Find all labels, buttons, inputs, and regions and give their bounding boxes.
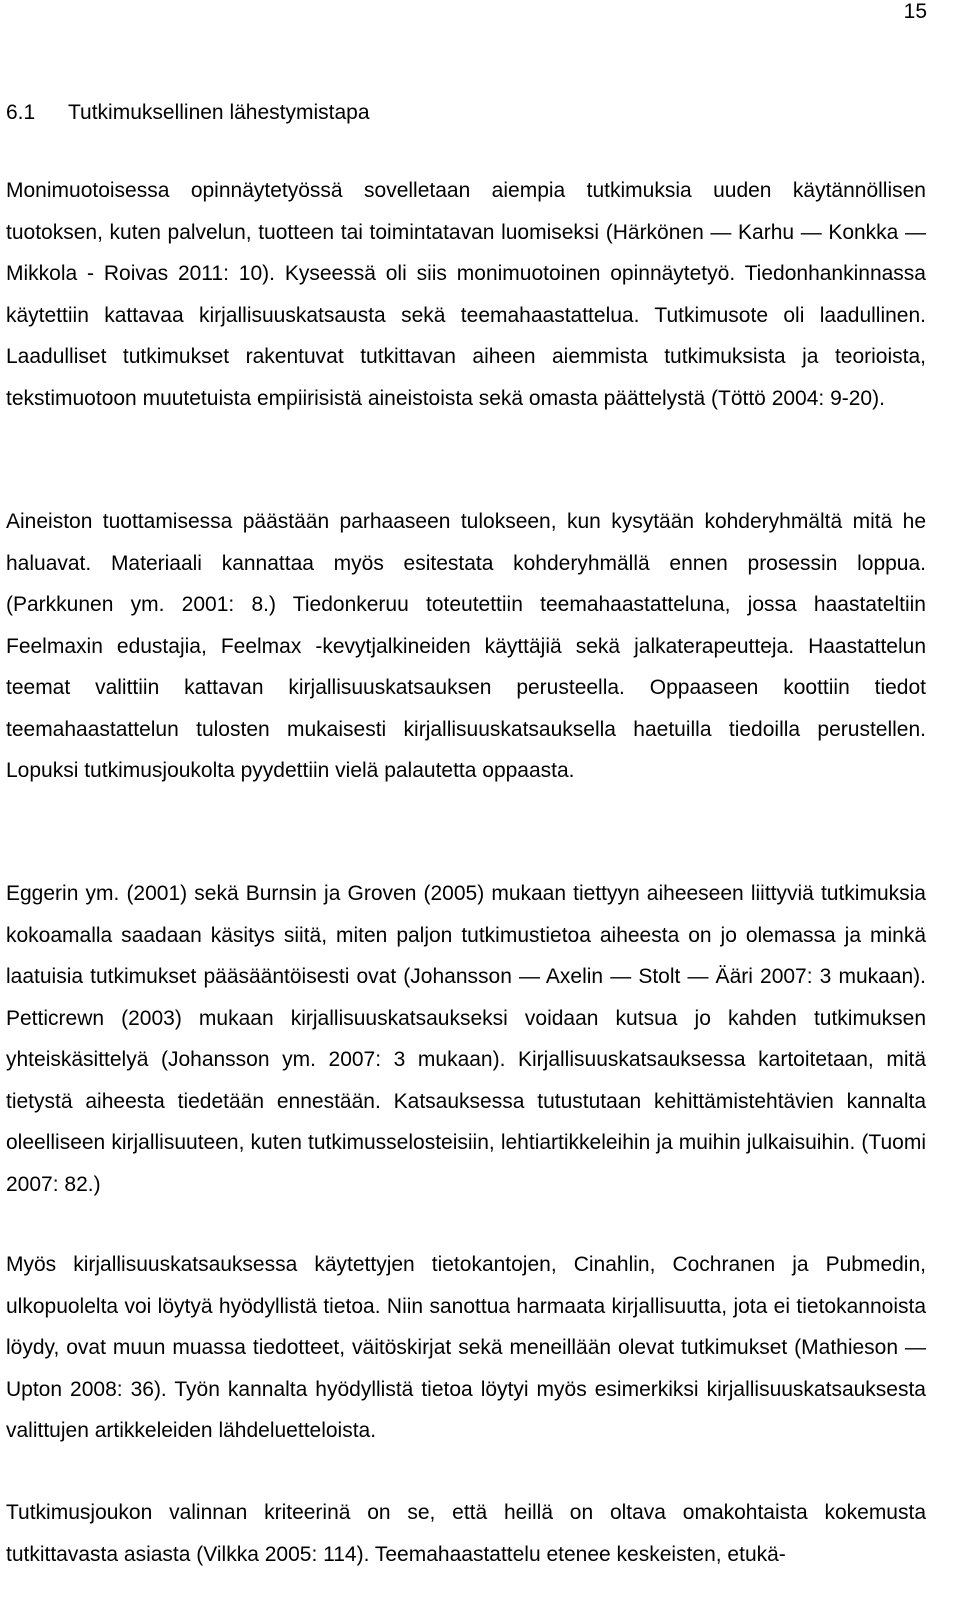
body-paragraph: Eggerin ym. (2001) sekä Burnsin ja Groven (2005) mukaan tiettyyn aiheeseen liittyviä tutkimuksia kokoamalla saadaan käsitys siitä, miten paljon tutkimustietoa aiheesta on jo olemassa ja minkä laatuisia tutkimukset pääsääntöisesti ovat (Johansson — Axelin — Stolt — Ääri 2007: 3 mukaan). Petticrewn (2003) mukaan kirjallisuuskatsaukseksi voidaan kutsua jo kahden tutkimuksen yhteiskäsittelyä (Johansson ym. 2007: 3 mukaan). Kirjallisuuskatsauksessa kartoitetaan, mitä tietystä aiheesta tiedetään ennestään. Katsauksessa tutustutaan kehittämistehtävien kannalta oleelliseen kirjallisuuteen, kuten tutkimusselosteisiin, lehtiartikkeleihin ja muihin julkaisuihin. (Tuomi 2007: 82.) [6,882,926,1196]
body-paragraph: Aineiston tuottamisessa päästään parhaaseen tulokseen, kun kysytään kohderyhmältä mitä he haluavat. Materiaali kannattaa myös esitestata kohderyhmällä ennen prosessin loppua. (Parkkunen ym. 2001: 8.) Tiedonkeruu toteutettiin teemahaastatteluna, jossa haastateltiin Feelmaxin edustajia, Feelmax -kevytjalkineiden käyttäjiä sekä jalkaterapeutteja. Haastattelun teemat valittiin kattavan kirjallisuuskatsauksen perusteella. Oppaaseen koottiin tiedot teemahaastattelun tulosten mukaisesti kirjallisuuskatsauksella haetuilla tiedoilla perustellen. Lopuksi tutkimusjoukolta pyydettiin vielä palautetta oppaasta. [6,510,926,782]
body-paragraph: Myös kirjallisuuskatsauksessa käytettyjen tietokantojen, Cinahlin, Cochranen ja Pubmedin, ulkopuolelta voi löytyä hyödyllistä tietoa. Niin sanottua harmaata kirjallisuutta, jota ei tietokannoista löydy, ovat muun muassa tiedotteet, väitöskirjat sekä meneillään olevat tutkimukset (Mathieson — Upton 2008: 36). Työn kannalta hyödyllistä tietoa löytyi myös esimerkiksi kirjallisuuskatsauksesta valittujen artikkeleiden lähdeluetteloista. [6,1253,926,1442]
section-number: 6.1 [6,101,36,124]
body-paragraph: Monimuotoisessa opinnäytetyössä sovelletaan aiempia tutkimuksia uuden käytännöllisen tuotoksen, kuten palvelun, tuotteen tai toimintatavan luomiseksi (Härkönen — Karhu — Konkka — Mikkola - Roivas 2011: 10). Kyseessä oli siis monimuotoinen opinnäytetyö. Tiedonhankinnassa käytettiin kattavaa kirjallisuuskatsausta sekä teemahaastattelua. Tutkimusote oli laadullinen. Laadulliset tutkimukset rakentuvat tutkittavan aiheen aiemmista tutkimuksista ja teorioista, tekstimuotoon muutetuista empiirisistä aineistoista sekä omasta päättelystä (Töttö 2004: 9-20). [6,179,926,410]
page-number: 15 [903,0,927,23]
section-heading [6,100,370,126]
section-title: Tutkimuksellinen lähestymistapa [68,101,370,124]
body-paragraph: Tutkimusjoukon valinnan kriteerinä on se, että heillä on oltava omakohtaista kokemusta tutkittavasta asiasta (Vilkka 2005: 114). Teemahaastattelu etenee keskeisten, etukä- [6,1501,926,1566]
